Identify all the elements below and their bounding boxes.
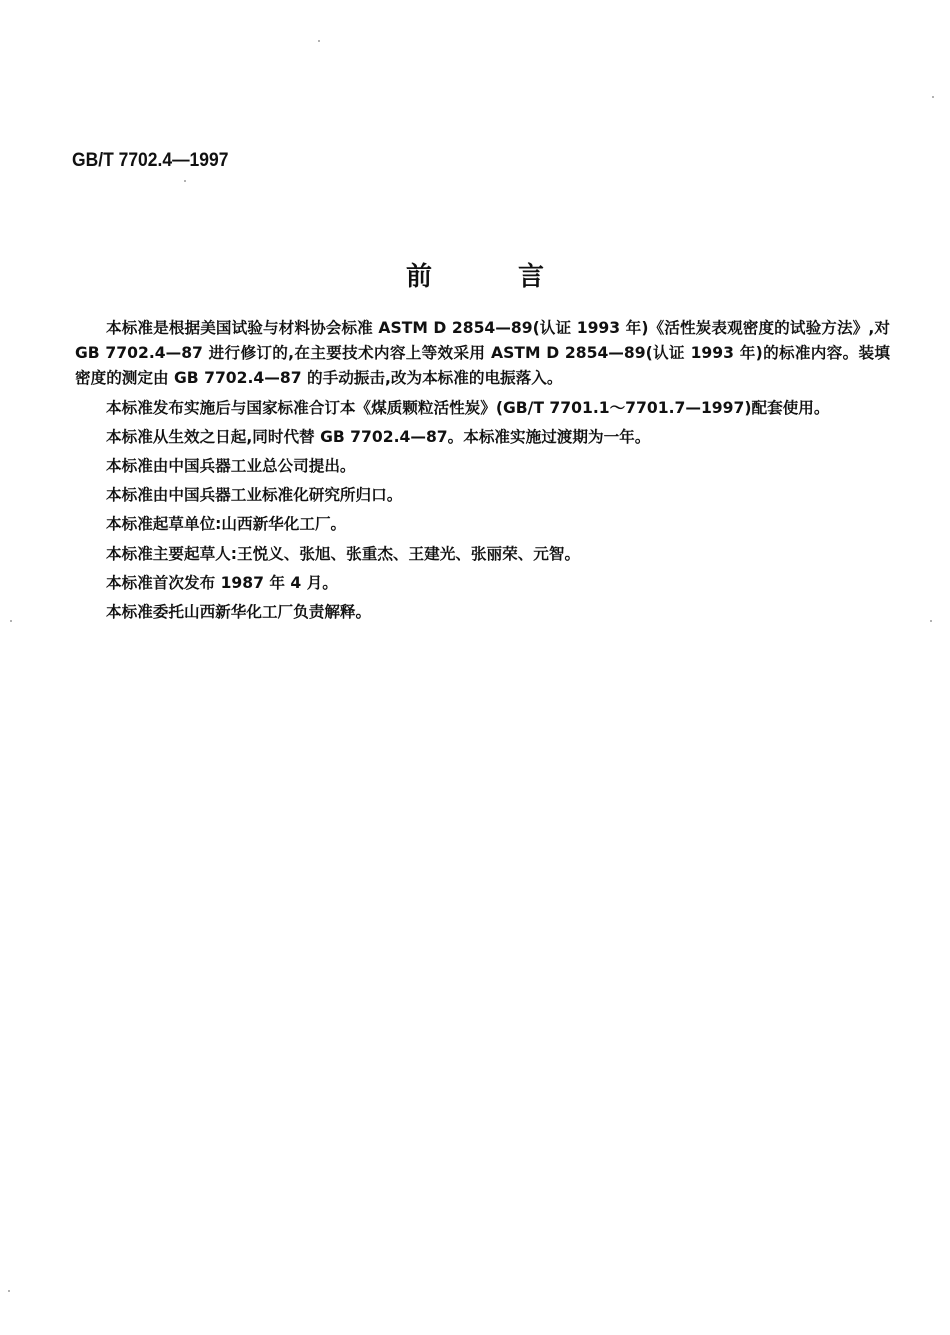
paragraph-interpretation: 本标准委托山西新华化工厂负责解释。 [106,603,372,622]
scan-speck [184,180,186,182]
foreword-body [75,316,890,625]
paragraph-companion-use: 本标准发布实施后与国家标准合订本《煤质颗粒活性炭》(GB/T 7701.1～7701.7—1997)配套使用。 [106,398,830,417]
paragraph-drafting-unit: 本标准起草单位:山西新华化工厂。 [106,515,347,534]
scan-speck [318,40,320,42]
scan-speck [930,620,932,622]
paragraph-first-release: 本标准首次发布 1987 年 4 月。 [106,573,338,592]
scan-speck [932,96,934,98]
title-char-1: 前 [405,262,432,292]
paragraph-administrator: 本标准由中国兵器工业标准化研究所归口。 [106,486,403,505]
title-char-2: 言 [518,262,545,292]
paragraph-basis: 本标准是根据美国试验与材料协会标准 ASTM D 2854—89(认证 1993 年)《活性炭表观密度的试验方法》,对 GB 7702.4—87 进行修订的,在主要技术内容上等效采用 ASTM D 2854—89(认证 1993 年)的标准内容。装填密度的测定由 GB 7702.4—87 的手动振击,改为本标准的电振落入。 [75,319,890,388]
paragraph-replacement: 本标准从生效之日起,同时代替 GB 7702.4—87。本标准实施过渡期为一年。 [106,427,651,446]
paragraph-drafters: 本标准主要起草人:王悦义、张旭、张重杰、王建光、张丽荣、元智。 [106,544,581,563]
standard-code: GB/T 7702.4—1997 [72,150,229,171]
section-title-foreword [0,256,950,293]
scan-speck [10,620,12,622]
scan-speck [8,1290,10,1292]
paragraph-proposer: 本标准由中国兵器工业总公司提出。 [106,457,356,476]
